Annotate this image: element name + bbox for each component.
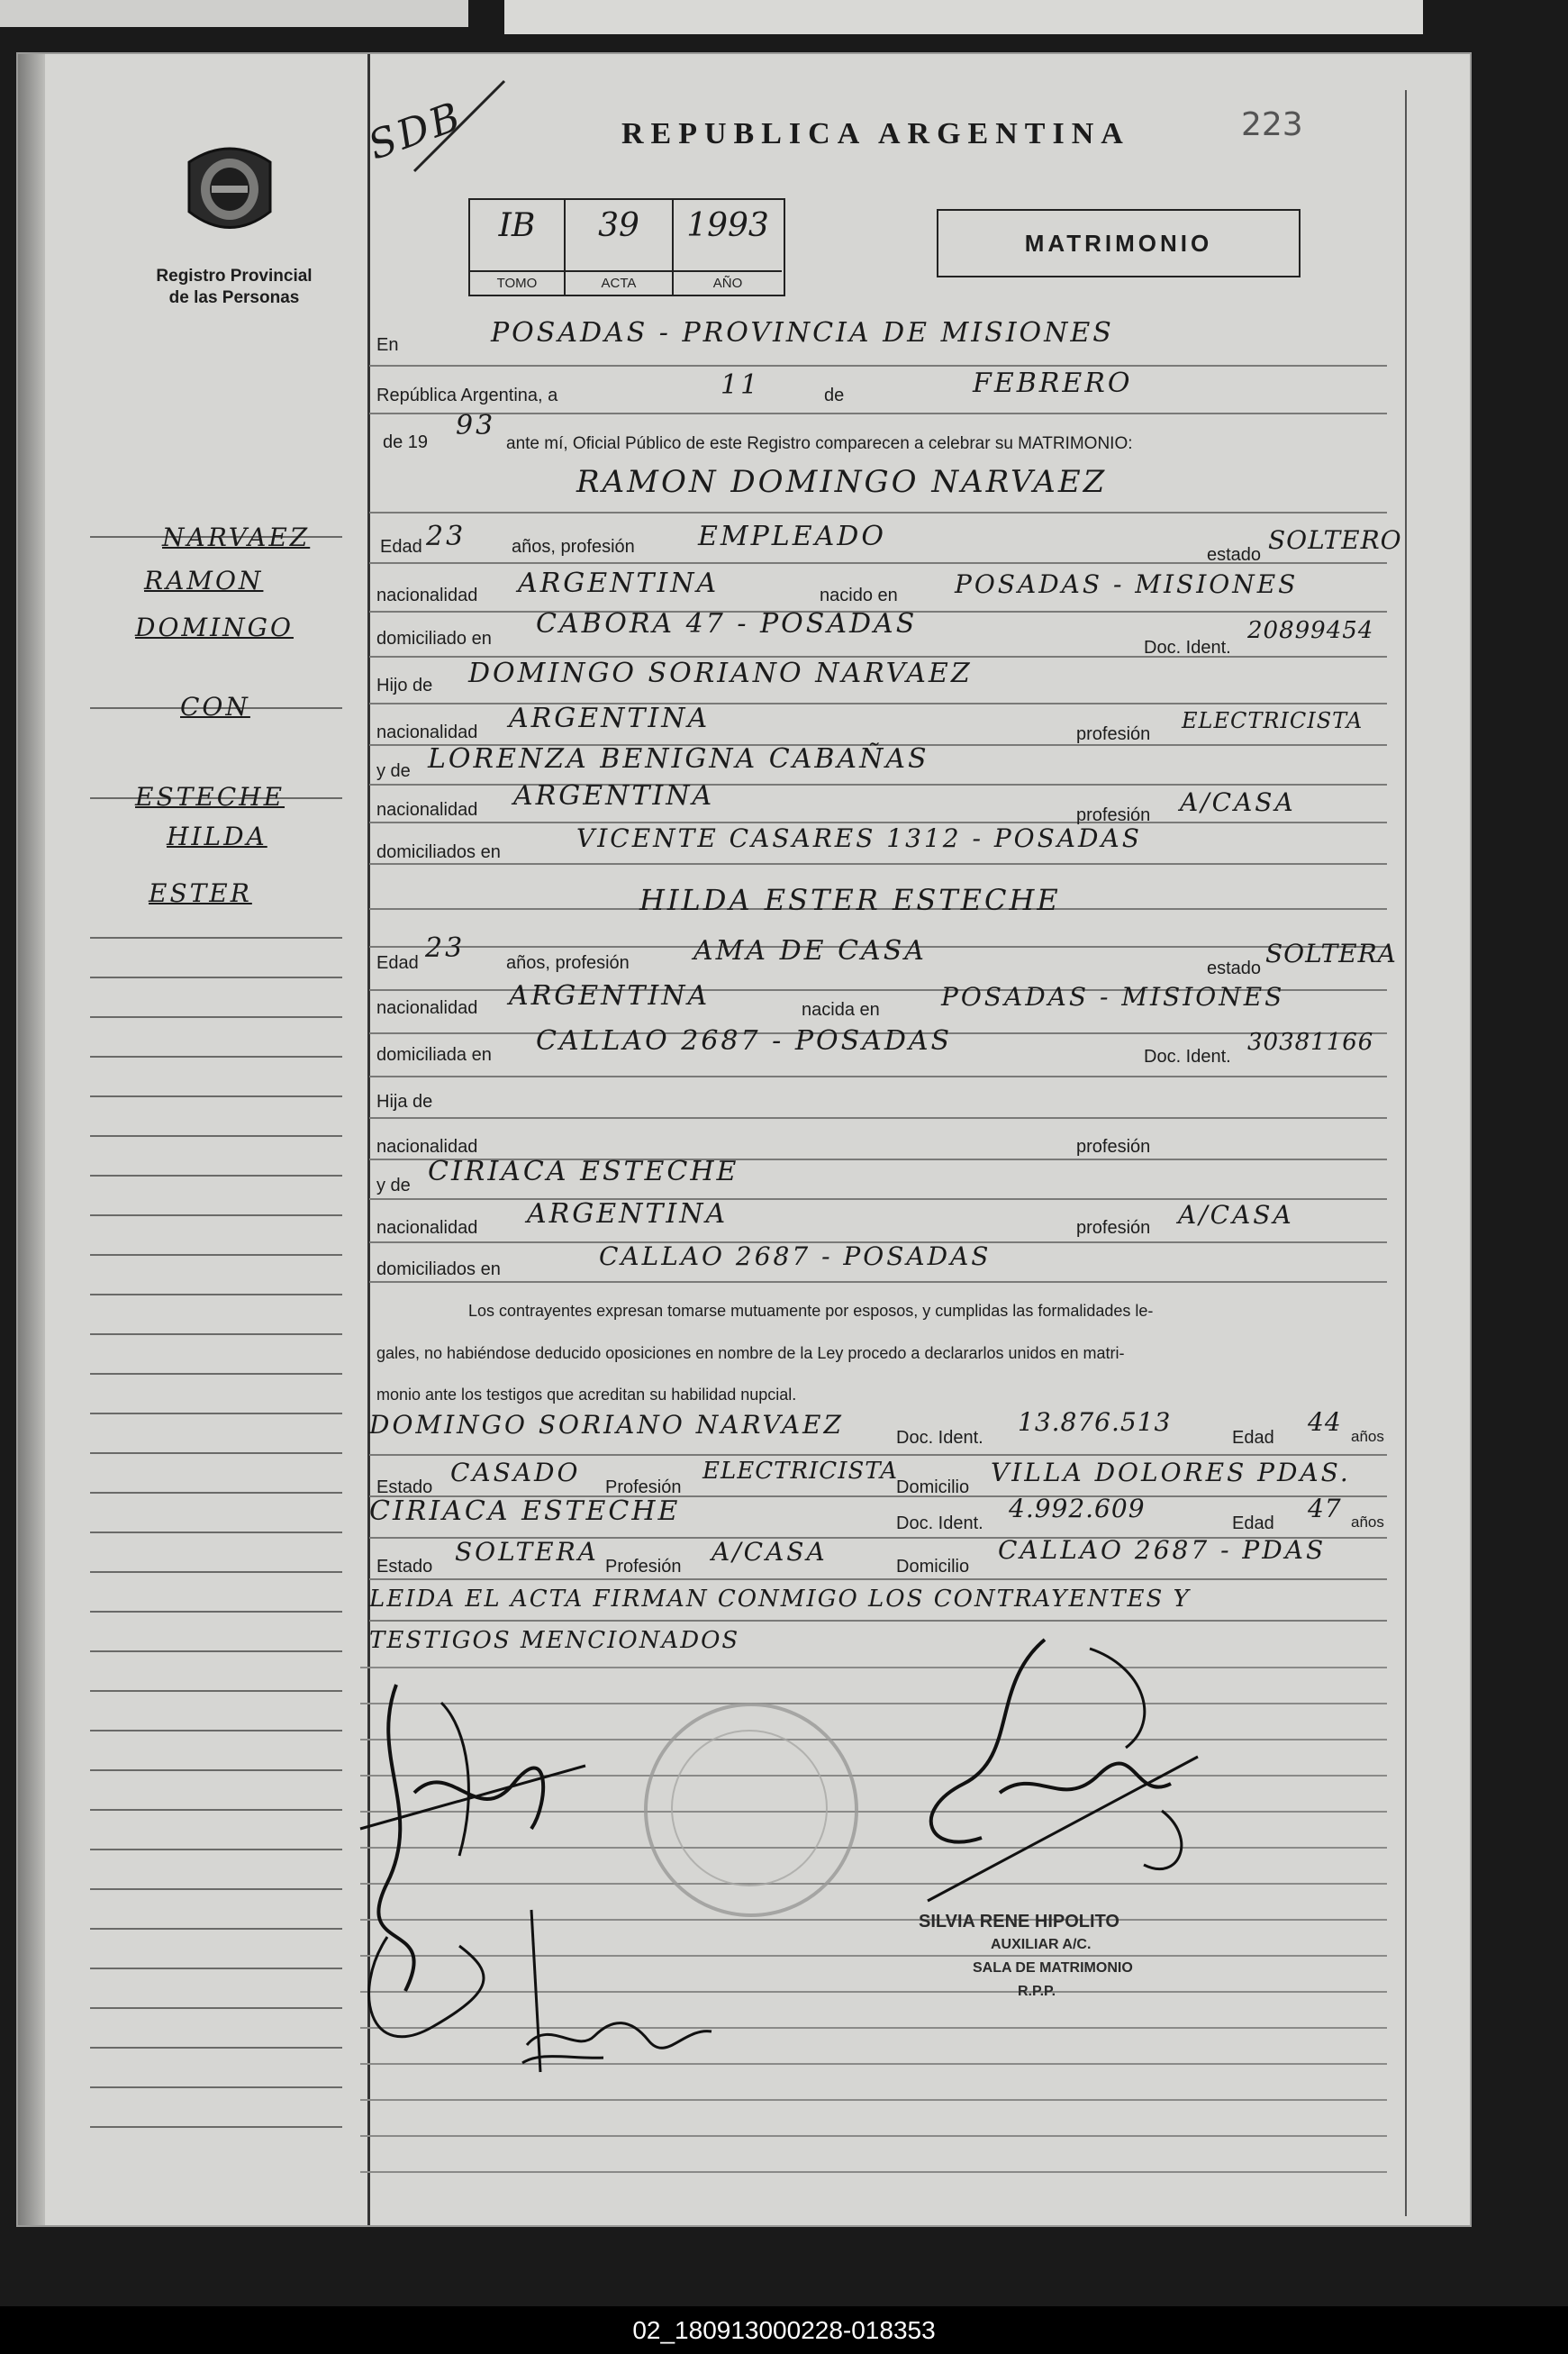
provincial-seal-icon [180,135,279,243]
bride-profesion: AMA DE CASA [693,935,927,967]
margin-rule [90,1413,342,1414]
groom-hijo-label: Hijo de [376,676,433,695]
record-type-box: MATRIMONIO [937,209,1301,277]
groom-dom-label: domiciliado en [376,629,492,649]
margin-rule [90,1492,342,1494]
margin-bride-second: ESTER [149,878,252,908]
groom-yde-label: y de [376,761,411,781]
official-seal-stamp [644,1703,858,1917]
groom-padre: DOMINGO SORIANO NARVAEZ [468,658,973,689]
form-rule [369,1620,1387,1622]
form-rule [360,2135,1387,2137]
groom-madre-prof-label: profesión [1076,805,1151,825]
reference-box [468,198,785,296]
official-office: SALA DE MATRIMONIO [973,1960,1133,1976]
margin-rule [90,1849,342,1850]
margin-rule [90,1135,342,1137]
margin-first-name: RAMON [144,566,264,595]
witness1-doc-label: Doc. Ident. [896,1428,983,1448]
groom-edad: 23 [426,521,467,552]
bride-edad-label: Edad [376,953,419,973]
tomo-label: TOMO [470,270,564,291]
form-rule [360,2171,1387,2173]
bride-doc-label: Doc. Ident. [1144,1047,1231,1067]
witness1-prof: ELECTRICISTA [702,1458,898,1485]
place-value: POSADAS - PROVINCIA DE MISIONES [491,317,1114,349]
bride-madre-prof: A/CASA [1178,1200,1294,1230]
witness2-prof: A/CASA [711,1537,828,1567]
margin-rule [90,937,342,939]
witness2-doc-label: Doc. Ident. [896,1513,983,1533]
en-label: En [376,335,399,355]
registry-name [135,266,333,309]
form-rule [369,1117,1387,1119]
witness1-edad: 44 [1308,1407,1342,1437]
margin-rule [90,1016,342,1018]
margin-bride-first: HILDA [167,822,267,851]
groom-name: RAMON DOMINGO NARVAEZ [576,464,1108,500]
margin-rule [90,1928,342,1930]
margin-rule [90,1294,342,1295]
closing-line2: TESTIGOS MENCIONADOS [369,1627,740,1654]
official-registry: R.P.P. [1018,1984,1056,1999]
official-signature [910,1631,1216,1928]
groom-profesion: EMPLEADO [698,521,886,552]
bride-nacida-label: nacida en [802,1000,880,1020]
scan-filename: 02_180913000228-018353 [0,2306,1568,2354]
groom-edad-label: Edad [380,537,422,557]
declaration-line2: gales, no habiéndose deducido oposiciones en nombre de la Ley procedo a declararlos unidos en matri- [376,1344,1125,1362]
right-border [1405,90,1407,2216]
bride-name: HILDA ESTER ESTECHE [639,883,1061,917]
bride-edad: 23 [425,932,466,964]
corner-initials: SDB [362,93,469,169]
groom-profesion-label: años, profesión [512,537,635,557]
year-suffix: 93 [456,410,496,441]
groom-nac-label: nacionalidad [376,586,478,605]
witness2-edad-label: Edad [1232,1513,1274,1533]
day-value: 11 [721,369,761,401]
witness2-prof-label: Profesión [605,1557,682,1577]
folio-number: 223 [1241,106,1303,143]
bride-dom: CALLAO 2687 - POSADAS [536,1025,953,1057]
official-role: AUXILIAR A/C. [991,1937,1092,1952]
margin-surname: NARVAEZ [162,523,311,552]
acta-label: ACTA [566,270,672,291]
groom-padre-prof-label: profesión [1076,724,1151,744]
groom-madre-prof: A/CASA [1180,787,1296,817]
bride-hija-label: Hija de [376,1092,433,1112]
witness2-name: CIRIACA ESTECHE [369,1495,681,1527]
groom-nac: ARGENTINA [518,568,720,599]
witness-signature [522,1991,721,2072]
form-rule [369,413,1387,414]
acta-value: 39 [598,207,639,244]
margin-second-name: DOMINGO [135,613,294,642]
witness2-dom-label: Domicilio [896,1557,970,1577]
bride-dom-label: domiciliada en [376,1045,492,1065]
margin-rule [90,1254,342,1256]
groom-estado-label: estado [1207,545,1262,565]
groom-madre-nac-label: nacionalidad [376,800,478,820]
margin-rule [90,977,342,978]
margin-rule [90,1769,342,1771]
margin-rule [90,1095,342,1097]
witness2-estado-label: Estado [376,1557,433,1577]
bride-estado-label: estado [1207,959,1262,978]
margin-rule [90,1452,342,1454]
groom-nacido-label: nacido en [820,586,898,605]
margin-rule [90,2007,342,2009]
ano-value: 1993 [686,207,769,244]
ano-label: AÑO [674,270,782,291]
bride-madre-prof-label: profesión [1076,1218,1151,1238]
bride-estado: SOLTERA [1265,939,1397,968]
margin-rule [90,1214,342,1216]
registry-name-line2: de las Personas [168,288,300,307]
witness2-anos-label: años [1351,1513,1384,1531]
month-value: FEBRERO [973,368,1133,399]
groom-madre-nac: ARGENTINA [513,780,715,812]
de-label: de [824,386,845,405]
groom-madre: LORENZA BENIGNA CABAÑAS [428,743,929,775]
republica-label: República Argentina, a [376,386,558,405]
form-rule [369,863,1387,865]
margin-rule [90,1175,342,1177]
witness2-estado: SOLTERA [455,1537,599,1567]
witness1-dom-label: Domicilio [896,1477,970,1497]
margin-rule [90,1690,342,1692]
witness1-prof-label: Profesión [605,1477,682,1497]
bride-madre-nac-label: nacionalidad [376,1218,478,1238]
margin-rule [90,1056,342,1058]
margin-rule [90,2086,342,2088]
next-page-edge [504,0,1423,34]
form-rule [369,365,1387,367]
groom-dom: CABORA 47 - POSADAS [536,608,918,640]
groom-nacido: POSADAS - MISIONES [955,569,1299,599]
book-spine [18,54,45,2225]
witness1-name: DOMINGO SORIANO NARVAEZ [369,1410,844,1440]
witness2-doc: 4.992.609 [1009,1494,1146,1523]
bride-nac: ARGENTINA [509,980,711,1012]
witness1-edad-label: Edad [1232,1428,1274,1448]
groom-doc: 20899454 [1247,617,1374,644]
margin-rule [90,1968,342,1969]
official-stamp [919,1910,1133,2004]
form-rule [369,1578,1387,1580]
intro-text: ante mí, Oficial Público de este Registro comparecen a celebrar su MATRIMONIO: [506,434,1133,453]
bride-padre-nac-label: nacionalidad [376,1137,478,1157]
previous-page-edge [0,0,468,27]
margin-bride-surname: ESTECHE [135,782,286,812]
margin-rule [90,2126,342,2128]
declaration-line3: monio ante los testigos que acreditan su habilidad nupcial. [376,1386,797,1404]
tomo-value: IB [498,207,536,244]
form-rule [369,1076,1387,1077]
bride-nacida: POSADAS - MISIONES [941,982,1285,1012]
country-title: REPUBLICA ARGENTINA [621,117,1130,150]
margin-rule [90,1373,342,1375]
form-rule [369,1281,1387,1283]
margin-rule [90,1333,342,1335]
margin-rule [90,1888,342,1890]
bride-madre: CIRIACA ESTECHE [428,1156,739,1187]
groom-padres-dom-label: domiciliados en [376,842,501,862]
declaration-line1: Los contrayentes expresan tomarse mutuamente por esposos, y cumplidas las formalidades le- [468,1302,1154,1320]
bride-doc: 30381166 [1247,1029,1374,1056]
bride-yde-label: y de [376,1176,411,1195]
witness2-dom: CALLAO 2687 - PDAS [998,1535,1327,1565]
margin-rule [90,1531,342,1533]
corner-stroke [405,72,513,180]
groom-doc-label: Doc. Ident. [1144,638,1231,658]
year-prefix: de 19 [383,432,429,452]
witness1-doc: 13.876.513 [1018,1407,1172,1437]
margin-rule [90,2047,342,2049]
witness2-edad: 47 [1308,1494,1342,1523]
margin-rule [90,1611,342,1613]
registry-name-line1: Registro Provincial [156,267,313,286]
official-name: SILVIA RENE HIPOLITO [919,1912,1119,1931]
bride-padres-dom: CALLAO 2687 - POSADAS [599,1241,992,1271]
margin-rule [90,1571,342,1573]
bride-madre-nac: ARGENTINA [527,1198,729,1230]
bride-profesion-label: años, profesión [506,953,630,973]
bride-padres-dom-label: domiciliados en [376,1259,501,1279]
groom-padres-dom: VICENTE CASARES 1312 - POSADAS [576,823,1142,853]
witness1-dom: VILLA DOLORES PDAS. [991,1458,1351,1487]
witness1-anos-label: años [1351,1428,1384,1445]
witness1-estado: CASADO [450,1458,581,1487]
bride-nac-label: nacionalidad [376,998,478,1018]
form-rule [369,1454,1387,1456]
form-rule [369,512,1387,514]
margin-rule [90,1730,342,1731]
margin-rule [90,1809,342,1811]
groom-estado: SOLTERO [1268,525,1402,555]
margin-conjunction: CON [180,692,250,722]
groom-padre-nac: ARGENTINA [509,703,711,734]
margin-rule [90,1650,342,1652]
groom-padre-prof: ELECTRICISTA [1182,708,1364,733]
bride-padre-prof-label: profesión [1076,1137,1151,1157]
witness1-estado-label: Estado [376,1477,433,1497]
groom-padre-nac-label: nacionalidad [376,723,478,742]
closing-line1: LEIDA EL ACTA FIRMAN CONMIGO LOS CONTRAYENTES Y [369,1586,1191,1613]
